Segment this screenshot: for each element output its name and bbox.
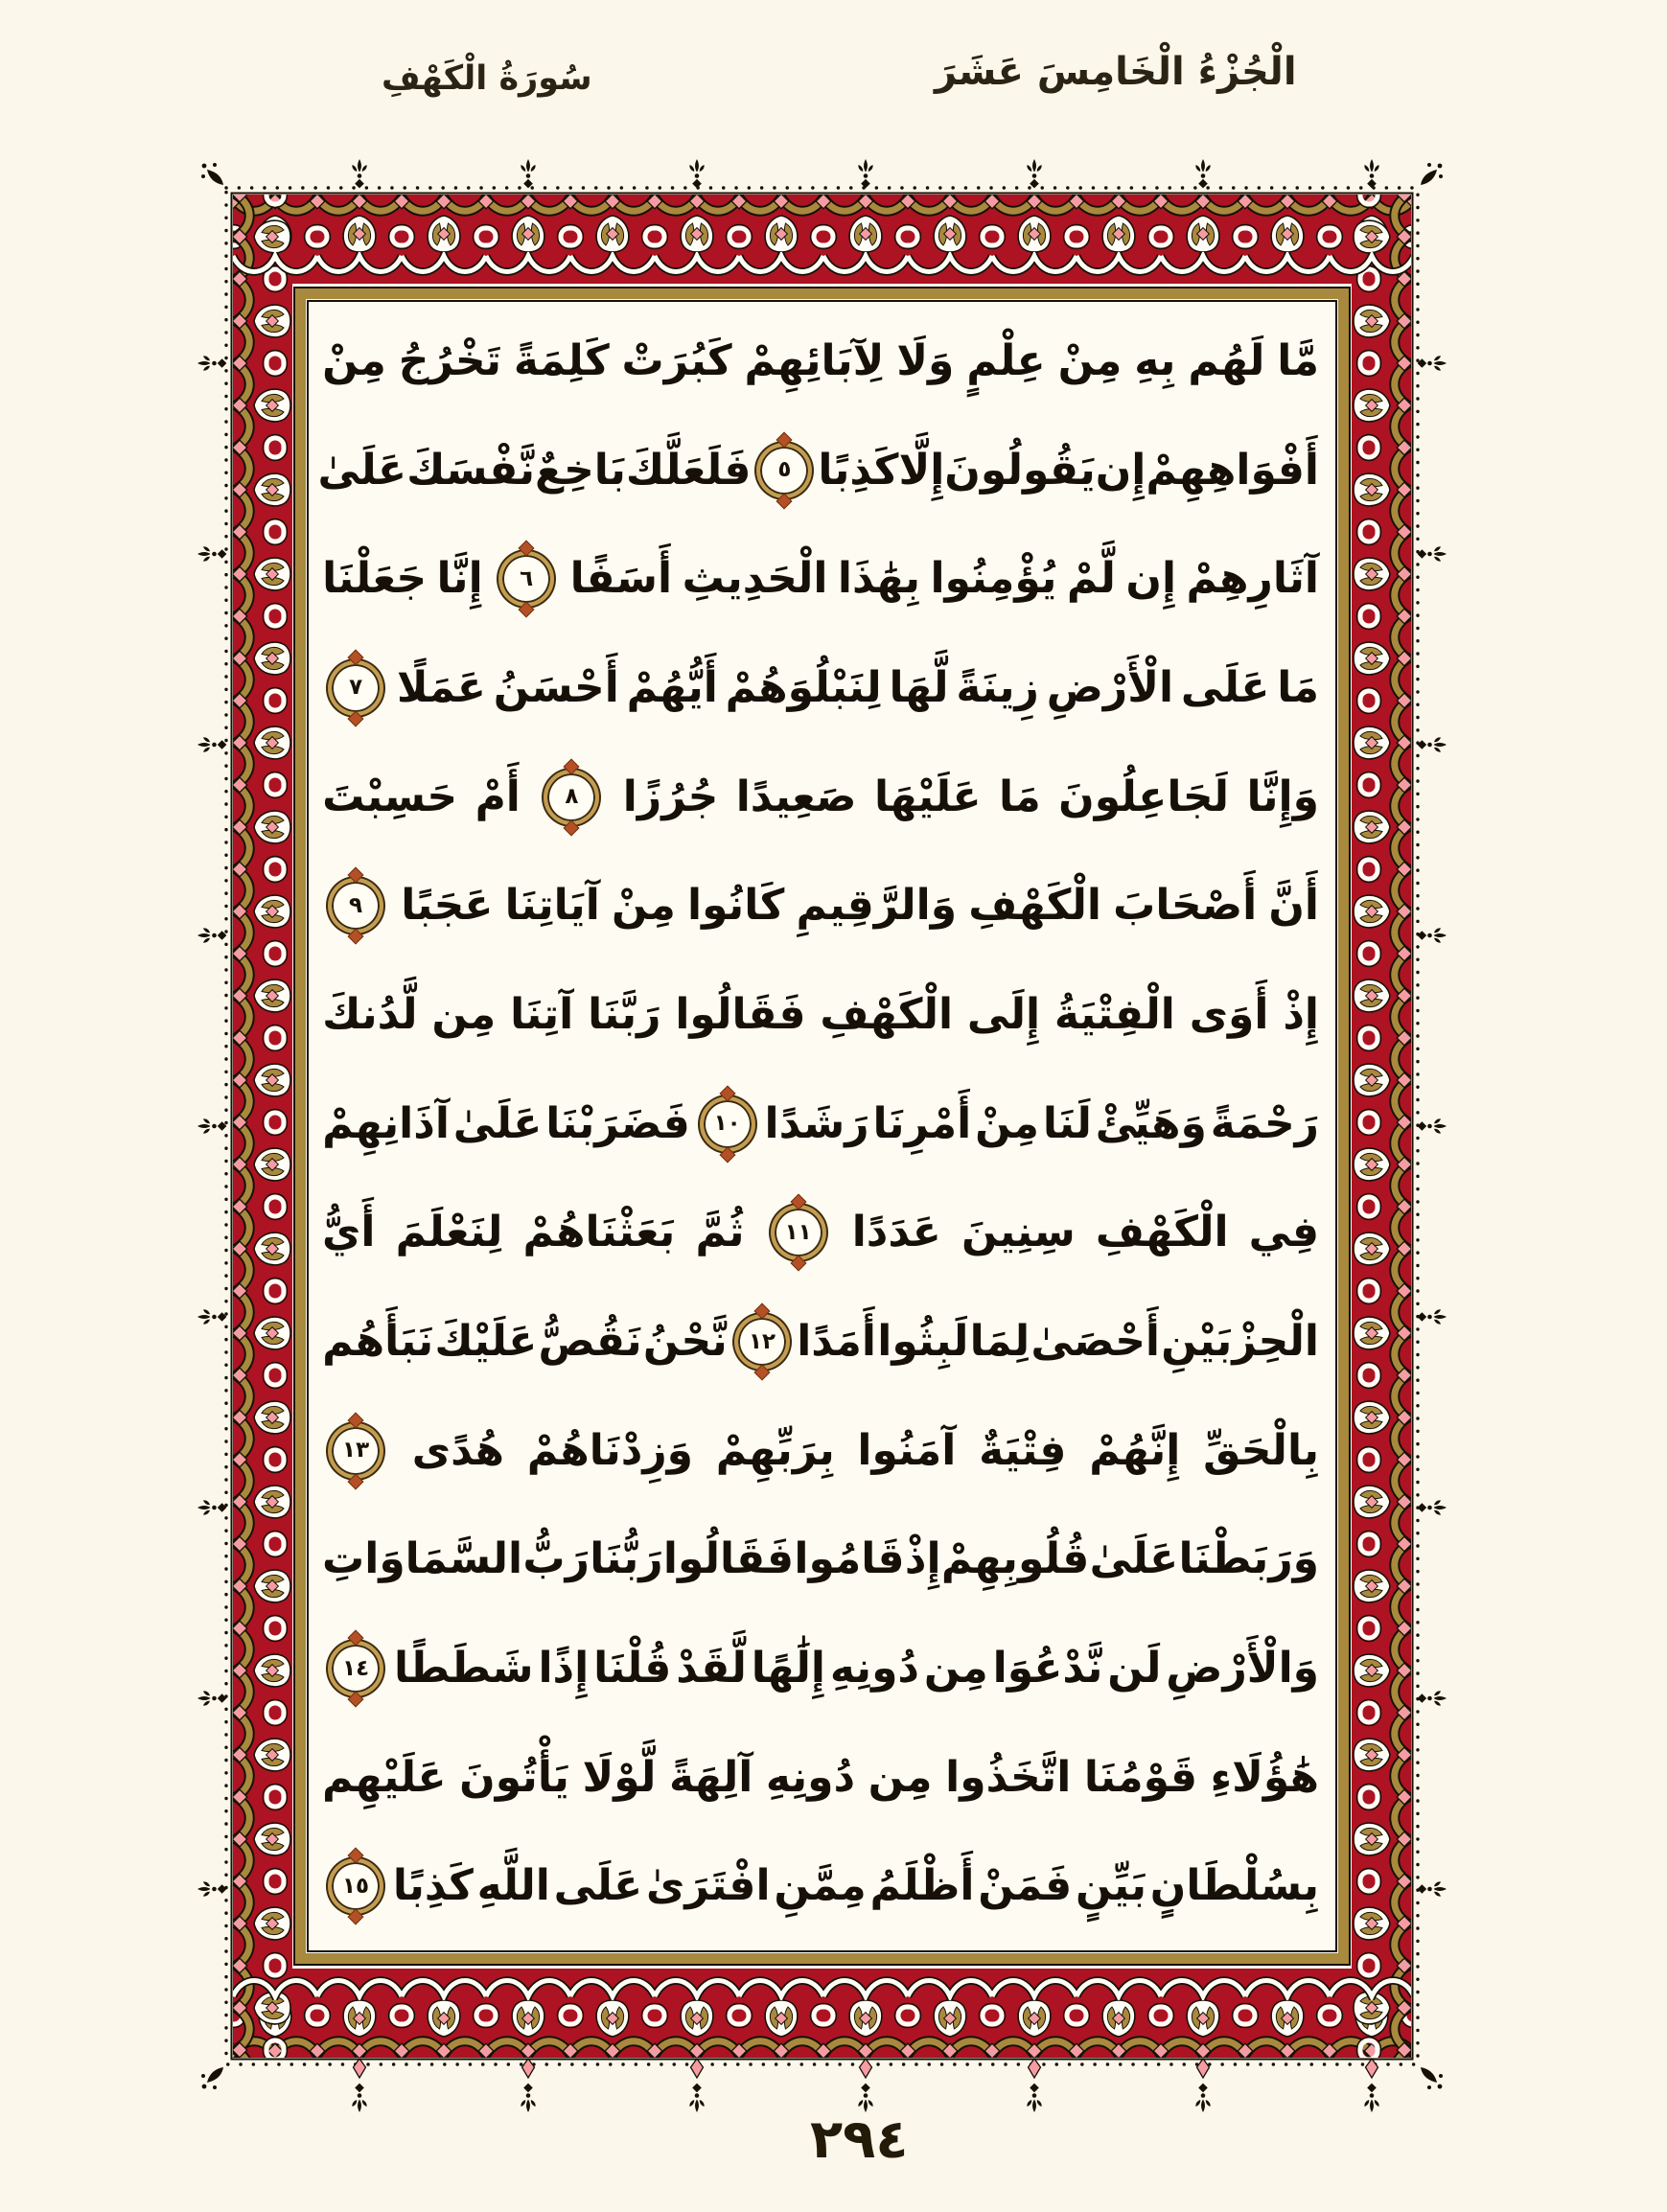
word: فَلَعَلَّكَ bbox=[625, 445, 752, 495]
word: أَحْسَنُ bbox=[493, 662, 619, 712]
word: فَمَنْ bbox=[978, 1861, 1073, 1911]
word: نَّدْعُوَا bbox=[992, 1644, 1103, 1694]
verse-end-medallion bbox=[771, 1205, 826, 1260]
word: آلِهَةً bbox=[668, 1752, 753, 1802]
word: مَّا bbox=[1277, 335, 1319, 385]
verse-end-medallion bbox=[544, 770, 599, 825]
word: إِنَّهُمْ bbox=[1089, 1425, 1181, 1475]
word: الْكَهْفِ bbox=[820, 989, 954, 1039]
quran-line bbox=[322, 1832, 1319, 1942]
word: كَلِمَةً bbox=[513, 335, 610, 385]
verse-number: ١١ bbox=[784, 1219, 812, 1245]
verse-end-medallion bbox=[328, 1858, 383, 1914]
verse-number: ١٣ bbox=[342, 1438, 370, 1463]
word: إِذًا bbox=[538, 1644, 590, 1694]
word: صَعِيدًا bbox=[735, 772, 857, 821]
word: بِالْحَقِّ bbox=[1203, 1425, 1319, 1475]
word: عَلَىٰ bbox=[317, 445, 407, 495]
word: فَضَرَبْنَا bbox=[545, 1098, 690, 1148]
word: ثُمَّ bbox=[695, 1208, 745, 1257]
verse-number: ١٠ bbox=[713, 1111, 741, 1137]
word: حَسِبْتَ bbox=[322, 772, 458, 821]
word: دُونِهِ bbox=[765, 1752, 856, 1802]
word: شَطَطًا bbox=[394, 1644, 534, 1694]
word: رَبُّ bbox=[522, 1534, 590, 1584]
verse-number: ٩ bbox=[349, 892, 363, 918]
word: وَهَيِّئْ bbox=[1095, 1098, 1207, 1148]
word: بَيِّنٍ bbox=[1075, 1861, 1147, 1911]
word: يُؤْمِنُوا bbox=[930, 554, 1057, 604]
quran-line bbox=[322, 960, 1319, 1070]
word: قُلْنَا bbox=[593, 1644, 672, 1694]
word: لِنَعْلَمَ bbox=[395, 1208, 503, 1257]
word: الْفِتْيَةُ bbox=[1053, 989, 1175, 1039]
word: جَعَلْنَا bbox=[322, 554, 428, 604]
verse-end-medallion bbox=[328, 660, 383, 716]
word: لِمَا bbox=[969, 1317, 1030, 1367]
verse-end-medallion bbox=[700, 1096, 755, 1152]
word: عَلَيْهَا bbox=[873, 772, 982, 821]
word: السَّمَاوَاتِ bbox=[322, 1534, 523, 1584]
word: وَلَا bbox=[896, 335, 955, 385]
word: فَقَالُوا bbox=[675, 989, 806, 1039]
word: لَّهَا bbox=[889, 662, 949, 712]
word: مِمَّنِ bbox=[774, 1861, 867, 1911]
word: لَّقَدْ bbox=[676, 1644, 747, 1694]
word: إِن bbox=[1125, 554, 1177, 604]
quran-line bbox=[322, 524, 1319, 634]
word: بِهَٰذَا bbox=[837, 554, 920, 604]
word: تَخْرُجُ bbox=[398, 335, 502, 385]
surah-header: سُورَةُ الْكَهْفِ bbox=[382, 59, 592, 98]
word: جُرُزًا bbox=[622, 772, 719, 821]
word: آثَارِهِمْ bbox=[1186, 554, 1319, 604]
word: الْحِزْبَيْنِ bbox=[1161, 1317, 1319, 1367]
word: إِذْ bbox=[1283, 989, 1319, 1039]
word: بَاخِعٌ bbox=[535, 445, 626, 495]
word: عَلَيْكَ bbox=[434, 1317, 538, 1367]
quran-line bbox=[322, 1506, 1319, 1615]
word: بِرَبِّهِمْ bbox=[715, 1425, 835, 1475]
word: قَوْمُنَا bbox=[1083, 1752, 1198, 1802]
word: عَلَىٰ bbox=[452, 1098, 543, 1148]
word: زِينَةً bbox=[956, 662, 1039, 712]
quran-line bbox=[322, 743, 1319, 852]
word: مِن bbox=[923, 1644, 988, 1694]
word: أَصْحَابَ bbox=[1113, 881, 1258, 931]
quran-line bbox=[322, 1287, 1319, 1396]
word: لَّوْلَا bbox=[582, 1752, 657, 1802]
verse-number: ١٤ bbox=[342, 1655, 370, 1681]
word: عَمَلًا bbox=[396, 662, 486, 712]
verse-number: ٨ bbox=[565, 784, 579, 810]
page-number: ٢٩٤ bbox=[810, 2108, 909, 2171]
word: كَبُرَتْ bbox=[621, 335, 732, 385]
quran-line bbox=[322, 307, 1319, 416]
word: مِن bbox=[431, 989, 497, 1039]
word: أَمْ bbox=[475, 772, 521, 821]
word: هُدًى bbox=[411, 1425, 505, 1475]
word: عَجَبًا bbox=[401, 881, 494, 931]
word: وَإِنَّا bbox=[1246, 772, 1319, 821]
word: سِنِينَ bbox=[961, 1208, 1076, 1257]
word: مِنْ bbox=[322, 335, 386, 385]
word: إِلَّا bbox=[898, 445, 945, 495]
verse-end-medallion bbox=[328, 1423, 383, 1479]
word: يَقُولُونَ bbox=[944, 445, 1096, 495]
word: رَشَدًا bbox=[764, 1098, 869, 1148]
word: إِلَى bbox=[966, 989, 1041, 1039]
word: رَبُّنَا bbox=[590, 1534, 663, 1584]
word: أَحْصَىٰ bbox=[1030, 1317, 1161, 1367]
word: دُونِهِ bbox=[829, 1644, 920, 1694]
word: وَزِدْنَاهُمْ bbox=[526, 1425, 694, 1475]
quran-line bbox=[322, 1179, 1319, 1288]
verse-end-medallion bbox=[734, 1314, 790, 1370]
word: هَٰؤُلَاءِ bbox=[1210, 1752, 1319, 1802]
word: أَيُّ bbox=[322, 1208, 376, 1257]
word: فِتْيَةٌ bbox=[979, 1425, 1067, 1475]
word: أَفْوَاهِهِمْ bbox=[1146, 445, 1319, 495]
quran-line bbox=[322, 1070, 1319, 1179]
word: وَالرَّقِيمِ bbox=[796, 881, 958, 931]
word: أَيُّهُمْ bbox=[626, 662, 718, 712]
word: عَلَى bbox=[1180, 662, 1270, 712]
word: افْتَرَىٰ bbox=[646, 1861, 771, 1911]
verse-end-medallion bbox=[328, 1641, 383, 1696]
word: آمَنُوا bbox=[857, 1425, 957, 1475]
word: بَعَثْنَاهُمْ bbox=[522, 1208, 676, 1257]
word: كَذِبًا bbox=[392, 1861, 474, 1911]
word: اللَّهِ bbox=[476, 1861, 550, 1911]
word: آذَانِهِمْ bbox=[322, 1098, 450, 1148]
word: مَا bbox=[998, 772, 1041, 821]
word: الْأَرْضِ bbox=[1046, 662, 1174, 712]
word: فِي bbox=[1248, 1208, 1319, 1257]
word: مِن bbox=[868, 1752, 933, 1802]
quran-line bbox=[322, 634, 1319, 743]
word: كَذِبًا bbox=[818, 445, 899, 495]
word: إِن bbox=[1095, 445, 1146, 495]
quran-line bbox=[322, 1396, 1319, 1506]
word: لَنَا bbox=[1042, 1098, 1092, 1148]
word: إِذْ bbox=[904, 1534, 941, 1584]
word: لَبِثُوا bbox=[877, 1317, 969, 1367]
word: نَقُصُّ bbox=[538, 1317, 642, 1367]
word: لَن bbox=[1107, 1644, 1162, 1694]
word: الْحَدِيثِ bbox=[682, 554, 828, 604]
word: الْكَهْفِ bbox=[968, 881, 1101, 931]
word: آتِنَا bbox=[510, 989, 574, 1039]
word: فَقَالُوا bbox=[662, 1534, 795, 1584]
word: لَّمْ bbox=[1066, 554, 1116, 604]
quran-line bbox=[322, 851, 1319, 960]
word: وَرَبَطْنَا bbox=[1178, 1534, 1319, 1584]
word: أَسَفًا bbox=[569, 554, 673, 604]
word: آيَاتِنَا bbox=[504, 881, 600, 931]
word: عِلْمٍ bbox=[966, 335, 1046, 385]
word: عَلَى bbox=[553, 1861, 643, 1911]
verse-end-medallion bbox=[328, 878, 383, 933]
word: الْكَهْفِ bbox=[1095, 1208, 1229, 1257]
word: رَحْمَةً bbox=[1210, 1098, 1319, 1148]
word: اتَّخَذُوا bbox=[945, 1752, 1072, 1802]
word: إِنَّا bbox=[436, 554, 483, 604]
word: بِهِ bbox=[1134, 335, 1176, 385]
word: مِنْ bbox=[1057, 335, 1123, 385]
word: لَهُم bbox=[1188, 335, 1265, 385]
juz-header: الْجُزْءُ الْخَامِسَ عَشَرَ bbox=[935, 50, 1297, 94]
word: نَبَأَهُم bbox=[322, 1317, 434, 1367]
word: قَامُوا bbox=[794, 1534, 905, 1584]
word: كَانُوا bbox=[687, 881, 785, 931]
word: لَّدُنكَ bbox=[322, 989, 418, 1039]
word: عَلَىٰ bbox=[1089, 1534, 1179, 1584]
quran-lines bbox=[317, 307, 1319, 1942]
quran-line bbox=[322, 1723, 1319, 1832]
word: نَّحْنُ bbox=[642, 1317, 728, 1367]
word: مِنْ bbox=[975, 1098, 1039, 1148]
word: لَجَاعِلُونَ bbox=[1058, 772, 1230, 821]
word: وَالْأَرْضِ bbox=[1166, 1644, 1319, 1694]
word: يَأْتُونَ bbox=[459, 1752, 569, 1802]
verse-number: ٧ bbox=[349, 675, 363, 701]
word: بِسُلْطَانٍ bbox=[1149, 1861, 1319, 1911]
word: نَّفْسَكَ bbox=[406, 445, 536, 495]
verse-number: ١٢ bbox=[748, 1328, 776, 1354]
quran-line bbox=[322, 1614, 1319, 1723]
verse-number: ٥ bbox=[777, 457, 792, 483]
word: أَمْرِنَا bbox=[872, 1098, 972, 1148]
word: أَوَى bbox=[1189, 989, 1269, 1039]
verse-end-medallion bbox=[498, 551, 554, 607]
quran-line bbox=[317, 416, 1319, 525]
word: أَمَدًا bbox=[797, 1317, 877, 1367]
word: عَلَيْهِم bbox=[322, 1752, 447, 1802]
word: أَنَّ bbox=[1268, 881, 1319, 931]
word: قُلُوبِهِمْ bbox=[940, 1534, 1090, 1584]
verse-number: ٦ bbox=[520, 565, 534, 591]
word: رَبَّنَا bbox=[588, 989, 661, 1039]
word: عَدَدًا bbox=[851, 1208, 941, 1257]
word: لِنَبْلُوَهُمْ bbox=[725, 662, 882, 712]
word: مَا bbox=[1277, 662, 1319, 712]
verse-end-medallion bbox=[756, 443, 812, 498]
word: لِآبَائِهِمْ bbox=[744, 335, 885, 385]
verse-number: ١٥ bbox=[342, 1873, 370, 1899]
word: أَظْلَمُ bbox=[869, 1861, 975, 1911]
word: مِنْ bbox=[611, 881, 676, 931]
word: إِلَٰهًا bbox=[751, 1644, 825, 1694]
